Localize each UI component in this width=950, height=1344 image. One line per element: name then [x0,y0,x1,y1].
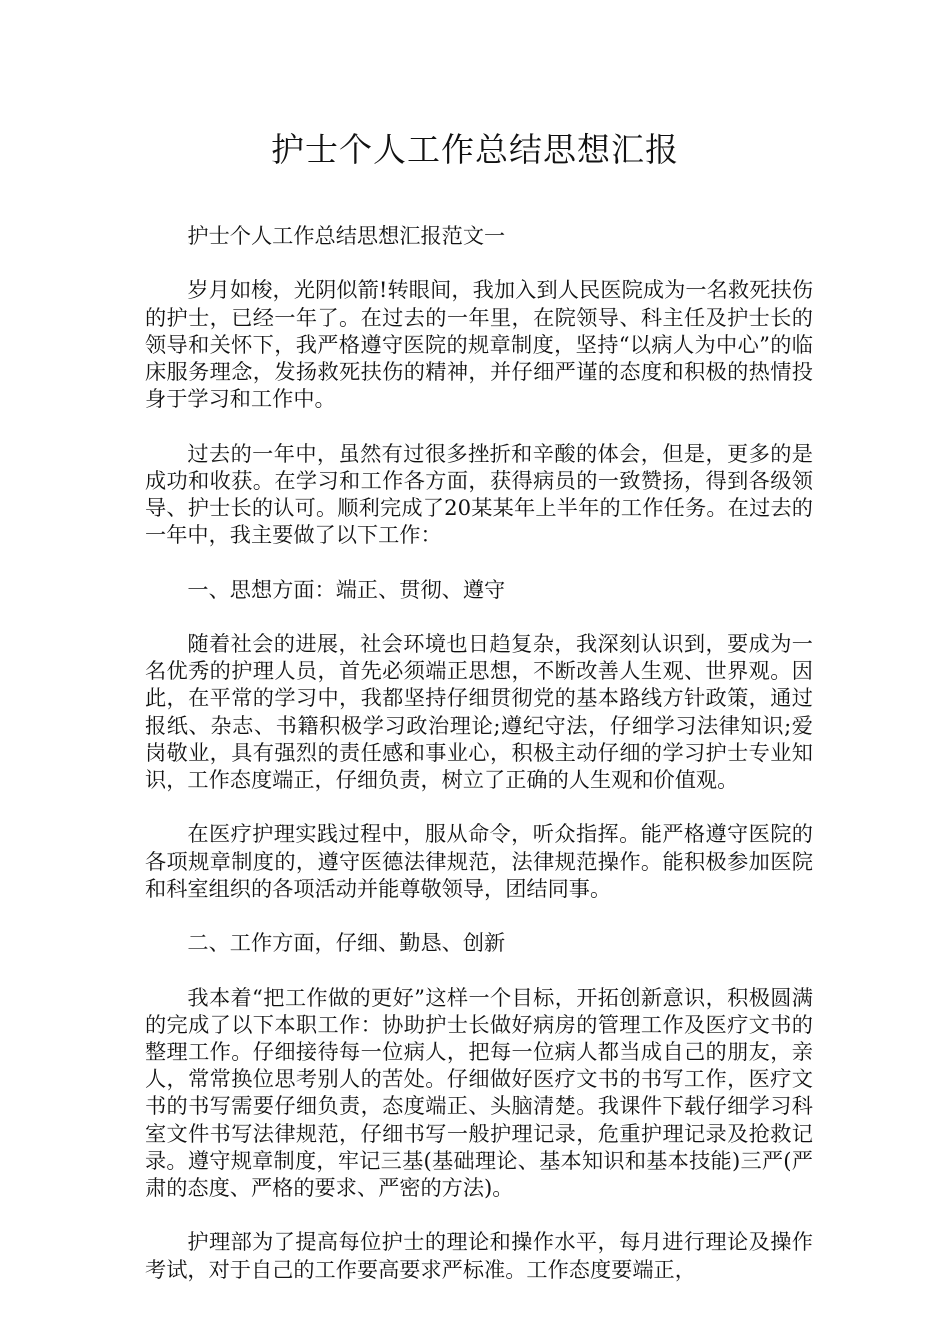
body-paragraph: 过去的一年中，虽然有过很多挫折和辛酸的体会，但是，更多的是成功和收获。在学习和工作各方面，获得病员的一致赞扬，得到各级领导、护士长的认可。顺利完成了20某某年上半年的工作任务。在过去的一年中，我主要做了以下工作： [145,440,813,548]
intro-paragraph: 岁月如梭，光阴似箭!转眼间，我加入到人民医院成为一名救死扶伤的护士，已经一年了。在过去的一年里，在院领导、科主任及护士长的领导和关怀下，我严格遵守医院的规章制度，坚持“以病人为中心”的临床服务理念，发扬救死扶伤的精神，并仔细严谨的态度和积极的热情投身于学习和工作中。 [145,277,813,412]
body-paragraph: 随着社会的进展，社会环境也日趋复杂，我深刻认识到，要成为一名优秀的护理人员，首先必须端正思想，不断改善人生观、世界观。因此，在平常的学习中，我都坚持仔细贯彻党的基本路线方针政策，通过报纸、杂志、书籍积极学习政治理论;遵纪守法，仔细学习法律知识;爱岗敬业，具有强烈的责任感和事业心，积极主动仔细的学习护士专业知识，工作态度端正，仔细负责，树立了正确的人生观和价值观。 [145,630,813,792]
body-paragraph: 在医疗护理实践过程中，服从命令，听众指挥。能严格遵守医院的各项规章制度的，遵守医德法律规范，法律规范操作。能积极参加医院和科室组织的各项活动并能尊敬领导，团结同事。 [145,821,813,901]
section-heading: 一、思想方面：端正、贯彻、遵守 [187,576,506,602]
body-paragraph: 护理部为了提高每位护士的理论和操作水平，每月进行理论及操作考试，对于自己的工作要高要求严标准。工作态度要端正， [145,1229,813,1282]
body-paragraph: 我本着“把工作做的更好”这样一个目标，开拓创新意识，积极圆满的完成了以下本职工作：协助护士长做好病房的管理工作及医疗文书的整理工作。仔细接待每一位病人，把每一位病人都当成自己的朋友，亲人，常常换位思考别人的苦处。仔细做好医疗文书的书写工作，医疗文书的书写需要仔细负责，态度端正、头脑清楚。我课件下载仔细学习科室文件书写法律规范，仔细书写一般护理记录，危重护理记录及抢救记录。遵守规章制度，牢记三基(基础理论、基本知识和基本技能)三严(严肃的态度、严格的要求、严密的方法)。 [145,984,813,1200]
subtitle-paragraph: 护士个人工作总结思想汇报范文一 [187,223,506,248]
section-heading: 二、工作方面，仔细、勤恳、创新 [187,930,506,956]
document-title: 护士个人工作总结思想汇报 [271,130,679,169]
document-body [145,222,813,1310]
